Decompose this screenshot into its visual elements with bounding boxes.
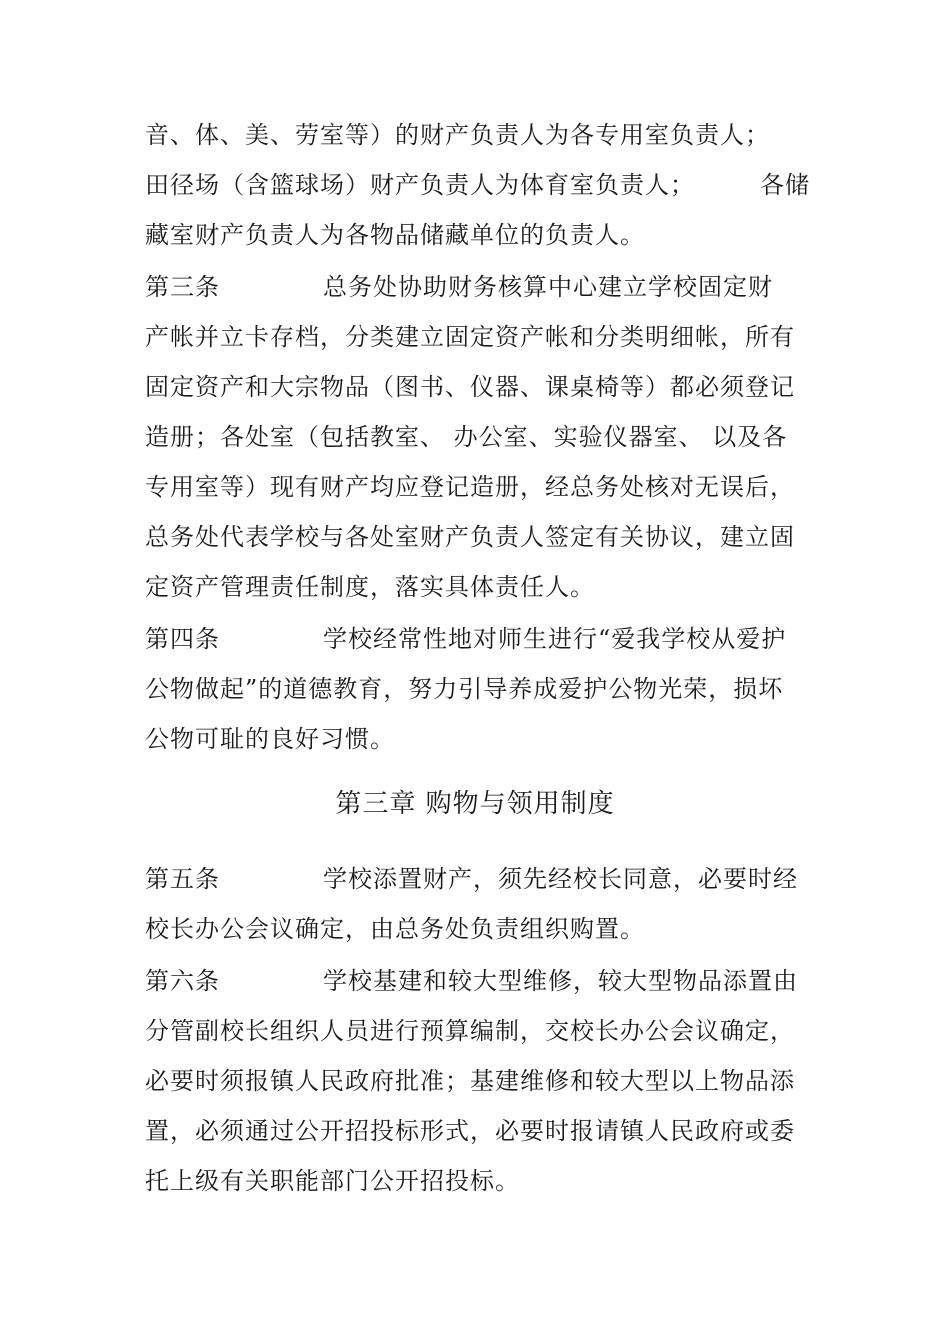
text-line: 托上级有关职能部门公开招投标。 [145,1167,520,1195]
text-line: 分管副校长组织人员进行预算编制，交校长办公会议确定， [145,1017,795,1045]
article-label: 第三条 [145,273,220,301]
article-heading-line [145,862,810,896]
text-segment: 田径场（含篮球场）财产负责人为体育室负责人； [145,171,695,199]
text-line: 产帐并立卡存档，分类建立固定资产帐和分类明细帐，所有 [145,323,795,351]
article-heading-line [145,622,810,656]
text-line: 公物可耻的良好习惯。 [145,725,395,753]
text-line: 总务处代表学校与各处室财产负责人签定有关协议，建立固 [145,523,795,551]
article-label: 第六条 [145,967,220,995]
article-first-line: 学校基建和较大型维修，较大型物品添置由 [323,967,798,995]
article-first-line: 学校经常性地对师生进行“爱我学校从爱护 [323,625,787,653]
text-segment: 各储 [760,171,810,199]
text-line: 造册；各处室（包括教室、 办公室、实验仪器室、 以及各 [145,423,788,451]
text-line: 固定资产和大宗物品（图书、仪器、课桌椅等）都必须登记 [145,373,795,401]
article-heading-line [145,270,810,304]
text-line: 定资产管理责任制度，落实具体责任人。 [145,573,595,601]
chapter-title: 第三章 购物与领用制度 [335,789,615,819]
text-line: 必要时须报镇人民政府批准；基建维修和较大型以上物品添 [145,1067,795,1095]
text-line: 藏室财产负责人为各物品储藏单位的负责人。 [145,221,645,249]
text-line: 公物做起”的道德教育，努力引导养成爱护公物光荣，损坏 [145,675,784,703]
text-line: 音、体、美、劳室等）的财产负责人为各专用室负责人； [145,121,770,149]
text-line [145,168,810,202]
article-first-line: 总务处协助财务核算中心建立学校固定财 [323,273,773,301]
text-line: 专用室等）现有财产均应登记造册，经总务处核对无误后， [145,473,795,501]
article-label: 第四条 [145,625,220,653]
article-label: 第五条 [145,865,220,893]
article-heading-line [145,964,810,998]
text-line: 置，必须通过公开招投标形式，必要时报请镇人民政府或委 [145,1117,795,1145]
text-line: 校长办公会议确定，由总务处负责组织购置。 [145,915,645,943]
article-first-line: 学校添置财产，须先经校长同意，必要时经 [323,865,798,893]
